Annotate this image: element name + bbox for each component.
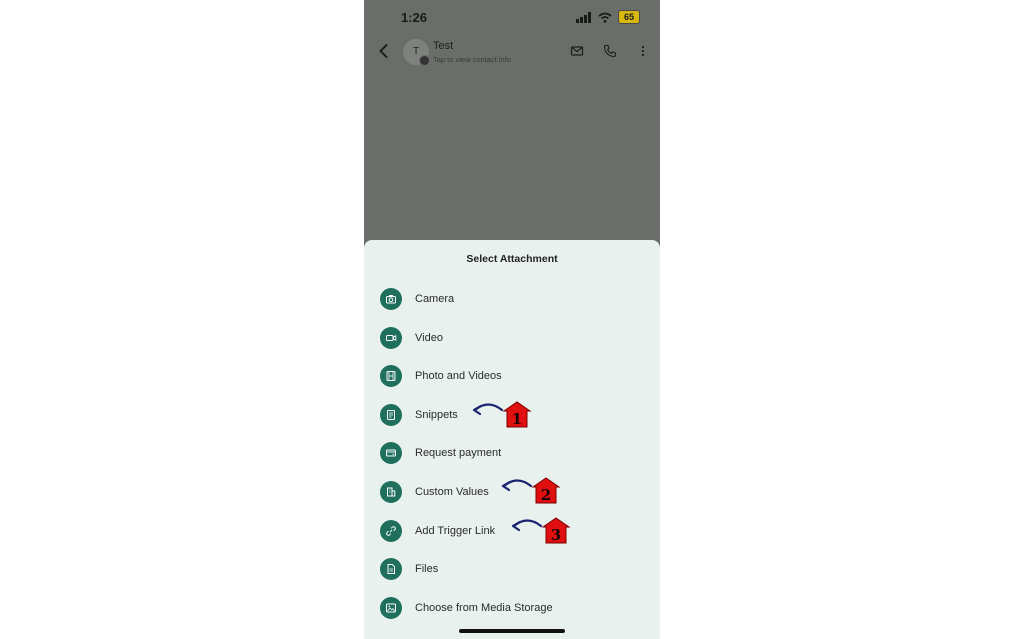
home-indicator — [459, 629, 565, 633]
option-label: Add Trigger Link — [415, 525, 496, 537]
custom-values-icon — [380, 481, 402, 503]
phone-icon[interactable] — [603, 44, 617, 58]
avatar-badge-icon — [419, 55, 430, 66]
phone-screen — [364, 0, 660, 639]
video-icon — [380, 327, 402, 349]
option-label: Video — [415, 332, 443, 344]
back-icon[interactable] — [375, 42, 393, 60]
callout-1 — [472, 400, 542, 430]
image-icon — [380, 597, 402, 619]
option-photo-and-videos[interactable] — [380, 363, 640, 389]
option-choose-from-media-storage[interactable] — [380, 595, 640, 621]
option-label: Request payment — [415, 447, 502, 459]
chat-header — [364, 34, 660, 72]
option-add-trigger-link[interactable] — [380, 518, 640, 544]
option-files[interactable] — [380, 556, 640, 582]
callout-number: 2 — [540, 486, 552, 504]
contact-subtitle[interactable]: Tap to view contact info — [433, 55, 511, 64]
film-icon — [380, 365, 402, 387]
callout-number: 1 — [511, 410, 523, 428]
contact-name[interactable]: Test — [433, 40, 454, 52]
option-label: Snippets — [415, 409, 458, 421]
option-label: Custom Values — [415, 486, 489, 498]
callout-number: 3 — [550, 526, 562, 544]
more-vertical-icon[interactable] — [636, 44, 650, 58]
status-bar — [364, 0, 660, 34]
signal-icon — [576, 12, 592, 23]
callout-2 — [501, 476, 571, 506]
status-time: 1:26 — [401, 10, 428, 25]
callout-3 — [511, 516, 581, 546]
option-label: Photo and Videos — [415, 370, 502, 382]
link-icon — [380, 520, 402, 542]
camera-icon — [380, 288, 402, 310]
status-icons — [576, 10, 640, 24]
payment-icon — [380, 442, 402, 464]
wifi-icon — [598, 12, 612, 23]
option-camera[interactable] — [380, 286, 640, 312]
snippet-icon — [380, 404, 402, 426]
mail-icon[interactable] — [570, 44, 584, 58]
option-label: Camera — [415, 293, 455, 305]
avatar[interactable] — [403, 39, 429, 65]
option-label: Files — [415, 563, 439, 575]
file-icon — [380, 558, 402, 580]
sheet-title: Select Attachment — [466, 253, 558, 265]
attachment-sheet — [364, 240, 660, 639]
option-request-payment[interactable] — [380, 440, 640, 466]
option-video[interactable] — [380, 325, 640, 351]
option-label: Choose from Media Storage — [415, 602, 553, 614]
avatar-initial: T — [412, 46, 420, 57]
battery-indicator: 65 — [618, 10, 640, 24]
